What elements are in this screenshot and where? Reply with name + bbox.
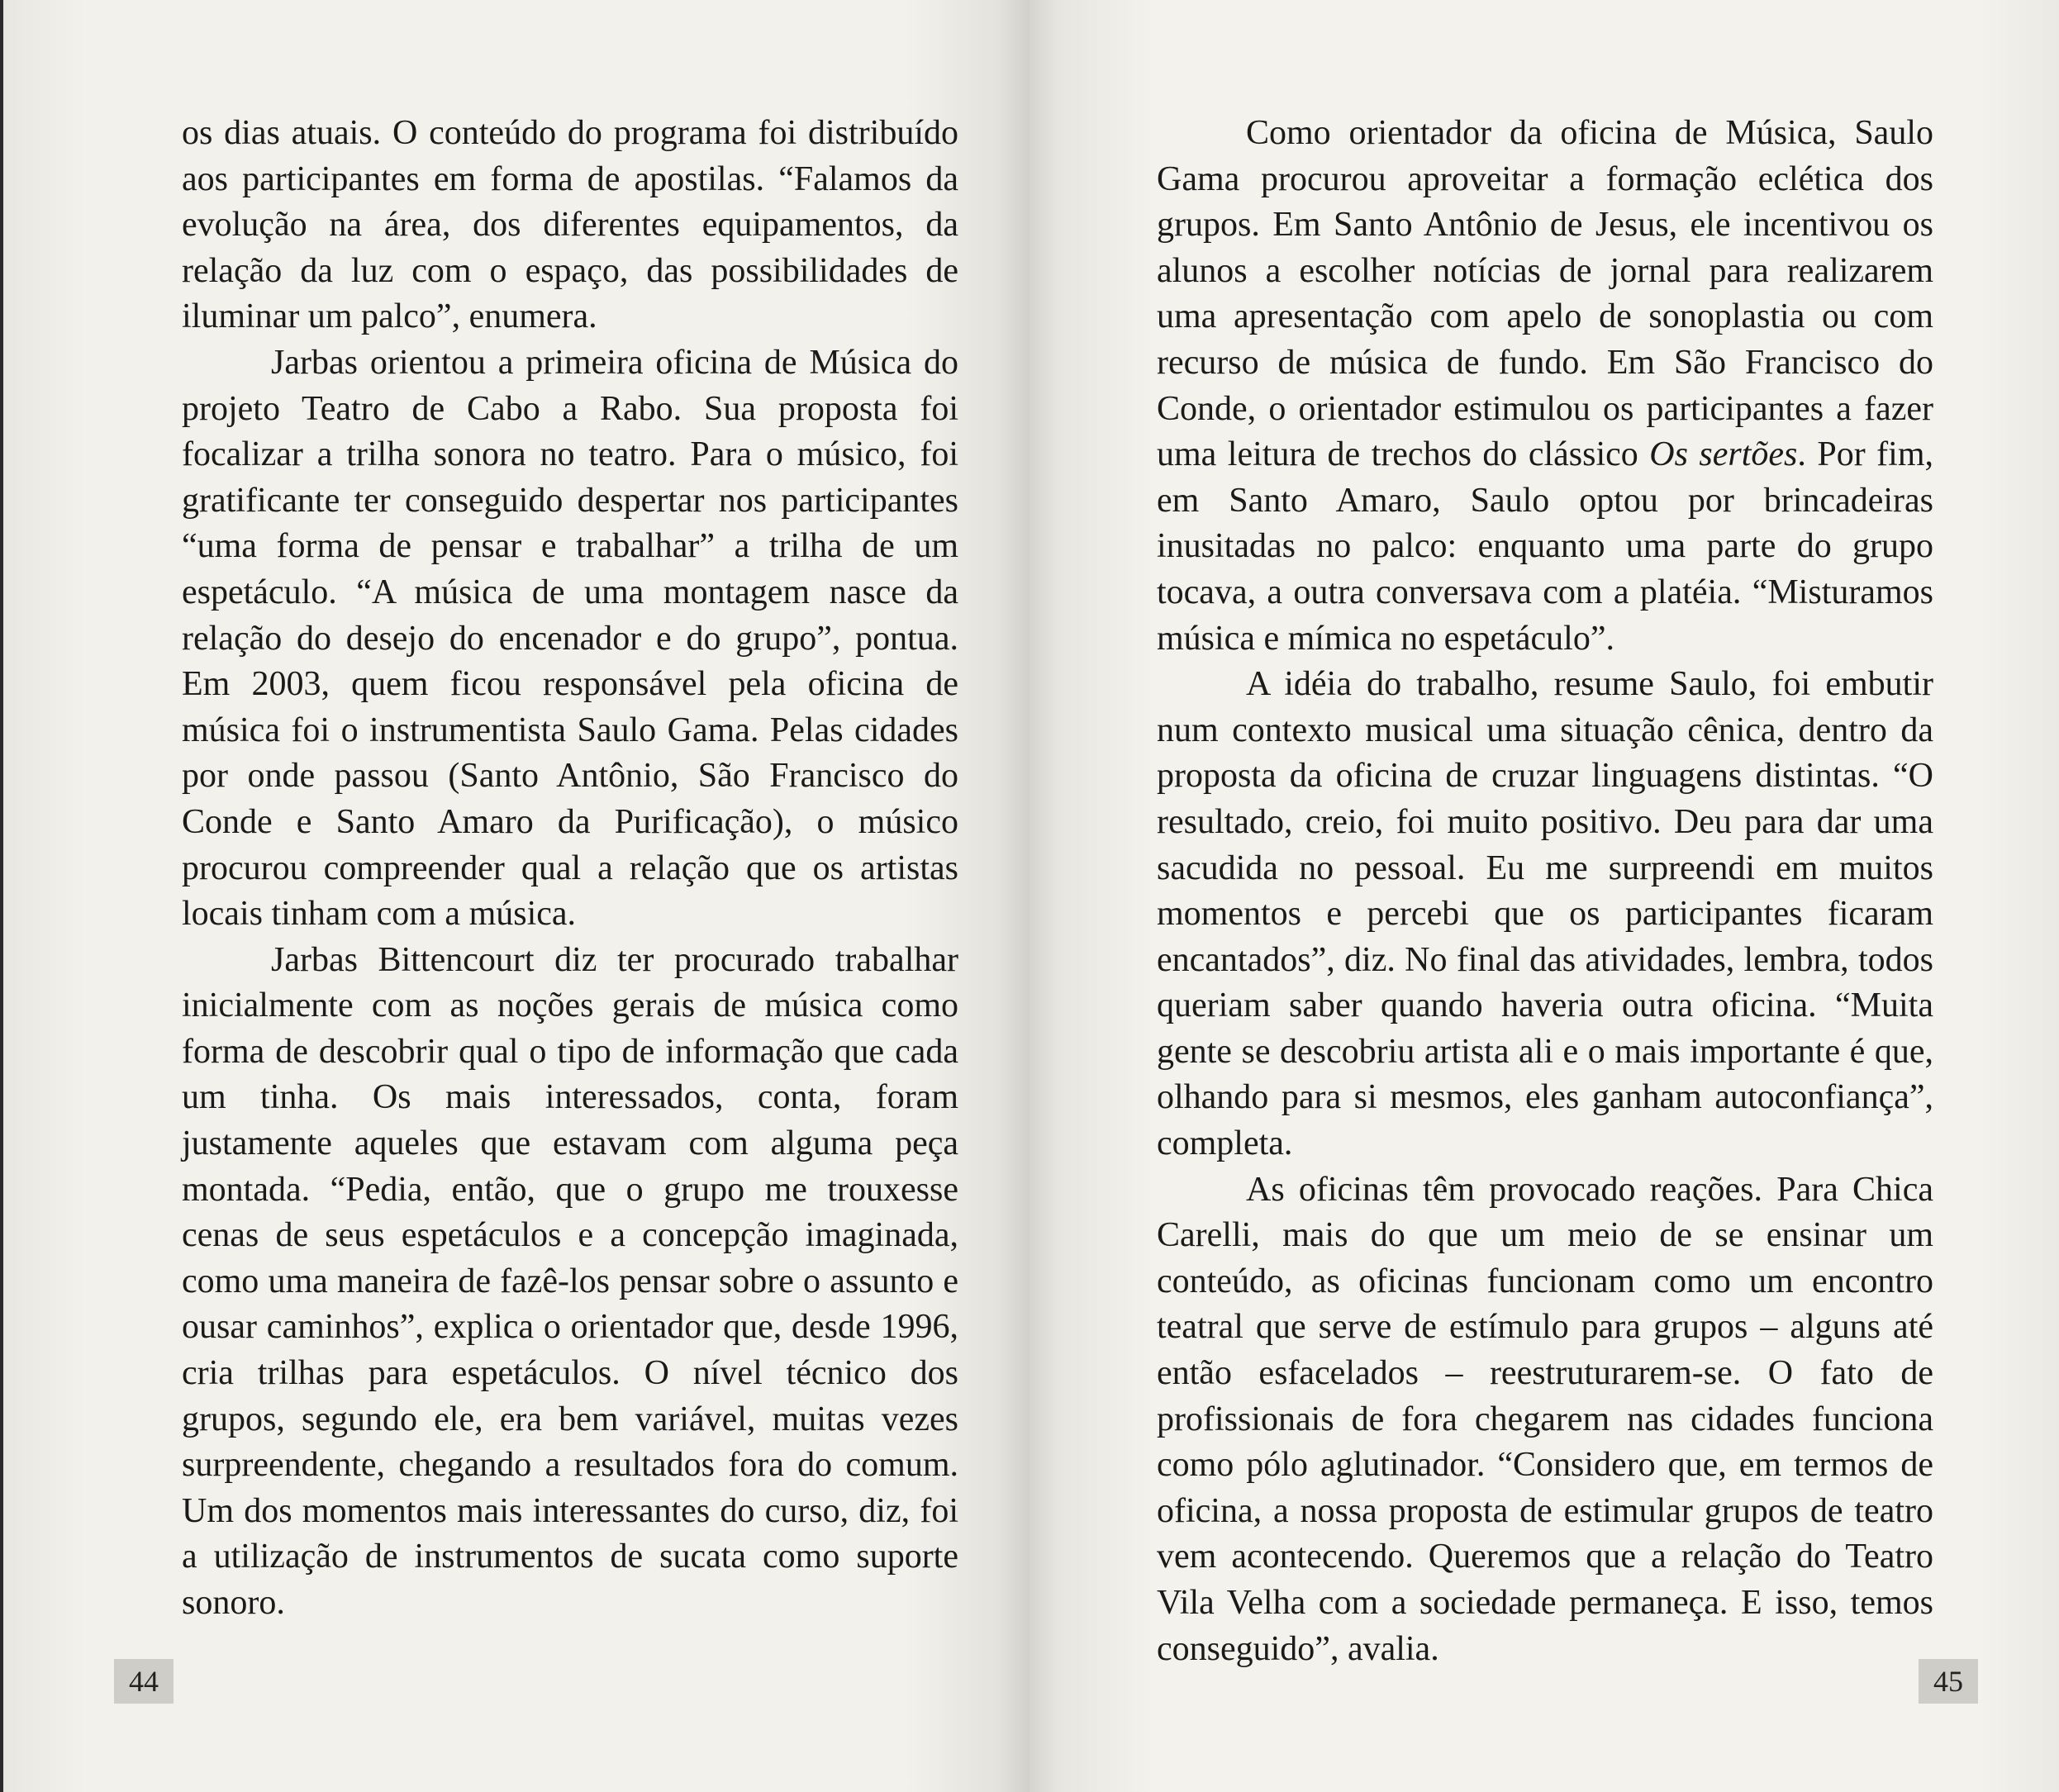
left-page-text: [182, 111, 958, 1627]
right-page: [1030, 0, 2059, 1792]
paragraph: Jarbas orientou a primeira oficina de Música do projeto Teatro de Cabo a Rabo. Sua proposta foi focalizar a trilha sonora no teatro. Para o músico, foi gratificante ter conseguido despertar nos participantes “uma forma de pensar e trabalhar” a trilha de um espetáculo. “A música de uma montagem nasce da relação do desejo do encenador e do grupo”, pontua. Em 2003, quem ficou responsável pela oficina de música foi o instrumentista Saulo Gama. Pelas cidades por onde passou (Santo Antônio, São Francisco do Conde e Santo Amaro da Purificação), o músico procurou compreender qual a relação que os artistas locais tinham com a música.: [182, 343, 958, 934]
page-number: 44: [114, 1659, 174, 1704]
book-title: Os sertões: [1649, 435, 1798, 474]
right-page-text: [1157, 111, 1933, 1672]
paragraph: os dias atuais. O conteúdo do programa foi distribuído aos participantes em forma de apostilas. “Falamos da evolução na área, dos diferentes equipamentos, da relação da luz com o espaço, das possibilidades de iluminar um palco”, enumera.: [182, 114, 958, 336]
paragraph: Como orientador da oficina de Música, Saulo Gama procurou aproveitar a formação eclética dos grupos. Em Santo Antônio de Jesus, ele incentivou os alunos a escolher notícias de jornal para realizarem uma apresentação com apelo de sonoplastia ou com recurso de música de fundo. Em São Francisco do Conde, o orientador estimulou os participantes a fazer uma leitura de trechos do clássico Os sertões. Por fim, em Santo Amaro, Saulo optou por brincadeiras inusitadas no palco: enquanto uma parte do grupo tocava, a outra conversava com a platéia. “Misturamos música e mímica no espetáculo”.: [1157, 114, 1934, 658]
paragraph: A idéia do trabalho, resume Saulo, foi embutir num contexto musical uma situação cênica, dentro da proposta da oficina de cruzar linguagens distintas. “O resultado, creio, foi muito positivo. Deu para dar uma sacudida no pessoal. Eu me surpreendi em muitos momentos e percebi que os participantes ficaram encantados”, diz. No final das atividades, lembra, todos queriam saber quando haveria outra oficina. “Muita gente se descobriu artista ali e o mais importante é que, olhando para si mesmos, eles ganham autoconfiança”, completa.: [1157, 665, 1933, 1163]
paragraph: As oficinas têm provocado reações. Para Chica Carelli, mais do que um meio de se ensinar um conteúdo, as oficinas funcionam como um encontro teatral que serve de estímulo para grupos – alguns até então esfacelados – reestruturarem-se. O fato de profissionais de fora chegarem nas cidades funciona como pólo aglutinador. “Considero que, em termos de oficina, a nossa proposta de estimular grupos de teatro vem acontecendo. Queremos que a relação do Teatro Vila Velha com a sociedade permaneça. E isso, temos conseguido”, avalia.: [1157, 1170, 1933, 1668]
page-number: 45: [1919, 1659, 1978, 1704]
paragraph: Jarbas Bittencourt diz ter procurado trabalhar inicialmente com as noções gerais de música como forma de descobrir qual o tipo de informação que cada um tinha. Os mais interessados, conta, foram justamente aqueles que estavam com alguma peça montada. “Pedia, então, que o grupo me trouxesse cenas de seus espetáculos e a concepção imaginada, como uma maneira de fazê-los pensar sobre o assunto e ousar caminhos”, explica o orientador que, desde 1996, cria trilhas para espetáculos. O nível técnico dos grupos, segundo ele, era bem variável, muitas vezes surpreendente, chegando a resultados fora do comum. Um dos momentos mais interessantes do curso, diz, foi a utilização de instrumentos de sucata como suporte sonoro.: [182, 940, 958, 1622]
